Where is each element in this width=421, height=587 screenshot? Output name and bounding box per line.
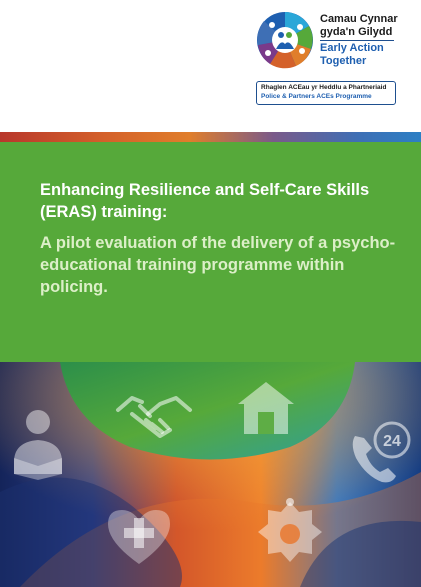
logo-emblem-icon [256, 11, 314, 69]
programme-label-box [256, 81, 396, 105]
brand-english-line-1: Early Action [320, 42, 384, 54]
cover-illustration [0, 362, 421, 587]
brand-english-line-2: Together [320, 55, 367, 67]
report-subtitle: A pilot evaluation of the delivery of a psycho-educational training programme within policing. [40, 234, 396, 296]
colour-gradient-strip [0, 132, 421, 142]
brand-divider [320, 40, 394, 41]
phone-24-badge: 24 [383, 433, 401, 450]
report-title: Enhancing Resilience and Self-Care Skills (ERAS) training: [40, 181, 370, 221]
early-action-together-logo [256, 11, 406, 111]
programme-english: Police & Partners ACEs Programme [261, 93, 372, 100]
brand-welsh-line-1: Camau Cynnar [320, 13, 398, 25]
brand-welsh-line-2: gyda'n Gilydd [320, 26, 393, 38]
programme-welsh: Rhaglen ACEau yr Heddlu a Phartneriaid [261, 84, 387, 91]
header [0, 0, 421, 132]
